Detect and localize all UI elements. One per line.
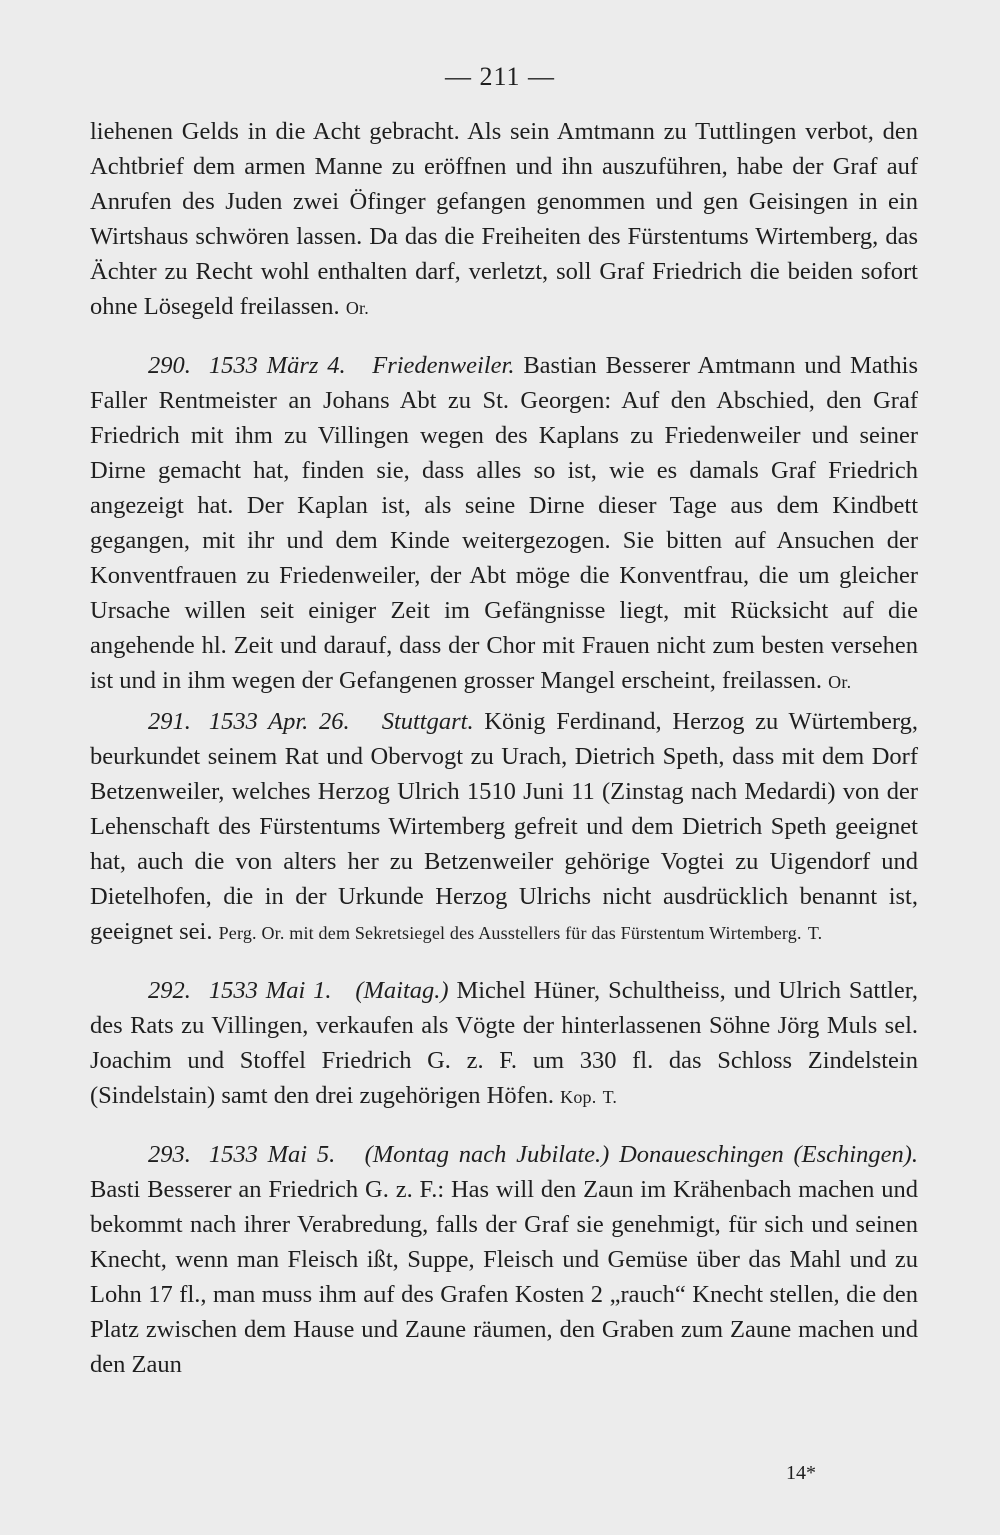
entry-number: 290. xyxy=(148,352,191,379)
source-note: Perg. Or. mit dem Sekretsiegel des Ausstellers für das Fürstentum Wirtemberg. xyxy=(218,923,802,943)
entry-date: 1533 Apr. 26. xyxy=(208,708,350,735)
entry-place: (Montag nach Jubilate.) Donaueschingen (Eschingen). xyxy=(364,1141,919,1168)
archive-mark: T. xyxy=(807,923,823,943)
document-body xyxy=(90,114,918,1382)
entry-date: 1533 Mai 1. xyxy=(208,977,332,1004)
entry-number: 293. xyxy=(148,1141,191,1168)
source-note: Or. xyxy=(345,298,369,318)
entry-292 xyxy=(90,973,918,1115)
entry-text: Basti Besserer an Friedrich G. z. F.: Has will den Zaun im Krähenbach machen und bekommt nach ihrer Verabredung, falls der Graf sie genehmigt, für sich und seinen Knecht, wenn man Fleisch ißt, Suppe, Fleisch und Gemüse über das Mahl und zu Lohn 17 fl., man muss ihm auf des Grafen Kosten 2 „rauch“ Knecht stellen, die den Platz zwischen dem Hause und Zaune räumen, den Graben zum Zaune machen und den Zaun xyxy=(90,1176,918,1378)
entry-290 xyxy=(90,348,918,700)
entry-place: Stuttgart. xyxy=(381,708,474,735)
archive-mark: T. xyxy=(602,1087,618,1107)
entry-text: König Ferdinand, Herzog zu Würtemberg, beurkundet seinem Rat und Obervogt zu Urach, Dietrich Speth, dass mit dem Dorf Betzenweiler, welches Herzog Ulrich 1510 Juni 11 (Zinstag nach Medardi) von der Lehenschaft des Fürstentums Wirtemberg gefreit und dem Dietrich Speth geeignet hat, auch die von alters her zu Betzenweiler gehörige Vogtei zu Uigendorf und Dietelhofen, die in der Urkunde Herzog Ulrichs nicht ausdrücklich benannt ist, geeignet sei. xyxy=(90,708,919,945)
entry-place: (Maitag.) xyxy=(355,977,449,1004)
entry-number: 291. xyxy=(148,708,191,735)
source-note: Kop. xyxy=(560,1087,597,1107)
entry-number: 292. xyxy=(148,977,191,1004)
entry-date: 1533 Mai 5. xyxy=(208,1141,336,1168)
entry-291 xyxy=(90,704,918,951)
entry-text: Michel Hüner, Schultheiss, und Ulrich Sattler, des Rats zu Villingen, verkaufen als Vögte der hinterlassenen Söhne Jörg Muls sel. Joachim und Stoffel Friedrich G. z. F. um 330 fl. das Schloss Zindelstein (Sindelstain) samt den drei zugehörigen Höfen. xyxy=(90,977,919,1109)
paragraph-continuation xyxy=(90,114,918,326)
entry-293 xyxy=(90,1137,918,1382)
page-number: — 211 — xyxy=(444,62,556,91)
signature-mark: 14* xyxy=(786,1462,816,1484)
entry-place: Friedenweiler. xyxy=(372,352,515,379)
entry-text: Bastian Besserer Amtmann und Mathis Faller Rentmeister an Johans Abt zu St. Georgen: Auf den Abschied, den Graf Friedrich mit ihm zu Villingen wegen des Kaplans zu Friedenweiler und seiner Dirne gemacht hat, finden sie, dass alles so ist, wie es damals Graf Friedrich angezeigt hat. Der Kaplan ist, als seine Dirne dieser Tage aus dem Kindbett gegangen, mit ihr und dem Kinde weitergezogen. Sie bitten auf Ansuchen der Konventfrauen zu Friedenweiler, der Abt möge die Konventfrau, die um gleicher Ursache willen seit einiger Zeit im Gefängnisse liegt, mit Rücksicht auf die angehende hl. Zeit und darauf, dass der Chor mit Frauen nicht zum besten versehen ist und in ihm wegen der Gefangenen grosser Mangel erscheint, freilassen. xyxy=(90,352,919,694)
paragraph-text: liehenen Gelds in die Acht gebracht. Als sein Amtmann zu Tuttlingen verbot, den Achtbrief dem armen Manne zu eröffnen und ihn auszuführen, habe der Graf auf Anrufen des Juden zwei Öfinger gefangen genommen und gen Geisingen in ein Wirtshaus schwören lassen. Da das die Freiheiten des Fürstentums Wirtemberg, das Ächter zu Recht wohl enthalten darf, verletzt, soll Graf Friedrich die beiden sofort ohne Lösegeld freilassen. xyxy=(90,118,918,320)
entry-date: 1533 März 4. xyxy=(208,352,346,379)
source-note: Or. xyxy=(828,672,852,692)
